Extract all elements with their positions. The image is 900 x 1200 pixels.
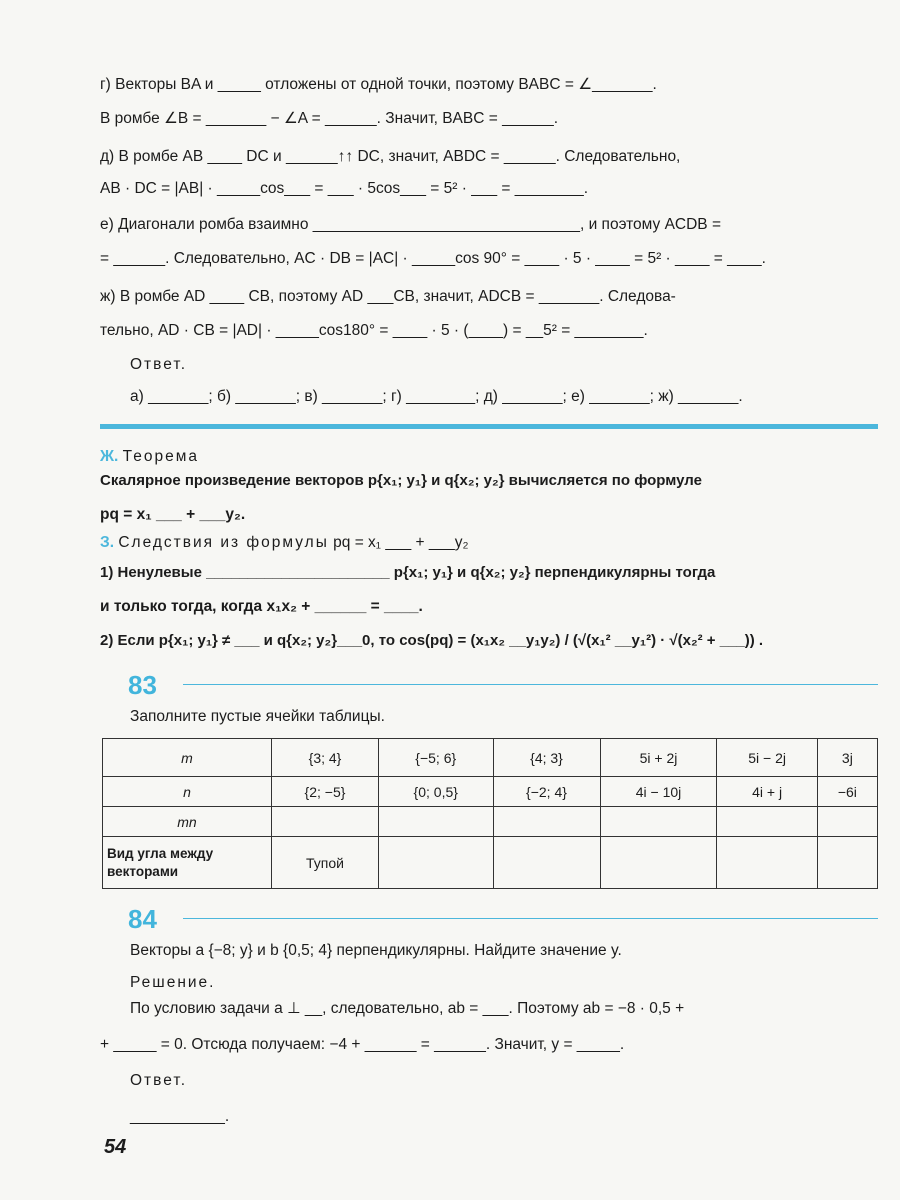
theorem-line1: Скалярное произведение векторов p{x₁; y₁} и q{x₂; y₂} вычисляется по формуле bbox=[100, 472, 702, 489]
table-cell bbox=[717, 837, 817, 889]
table-cell bbox=[817, 837, 877, 889]
table-cell: mn bbox=[103, 807, 272, 837]
task-83-rule bbox=[183, 684, 878, 685]
corollary-letter: З. bbox=[100, 534, 115, 551]
exercise-g-line2: В ромбе ∠B = _______ − ∠A = ______. Значит, BABC = ______. bbox=[100, 110, 559, 127]
answer-line: а) _______; б) _______; в) _______; г) ________; д) _______; е) _______; ж) _______. bbox=[130, 388, 743, 405]
table-cell: 5i − 2j bbox=[717, 739, 817, 777]
task-84-number: 84 bbox=[128, 904, 157, 934]
corollary-formula: pq = x₁ ___ + ___y₂ bbox=[333, 534, 469, 551]
table-cell: {−5; 6} bbox=[379, 739, 494, 777]
exercise-zh-line1: ж) В ромбе AD ____ CB, поэтому AD ___CB, значит, ADCB = _______. Следова- bbox=[100, 288, 676, 305]
table-row-n bbox=[103, 777, 878, 807]
task-84-rule bbox=[183, 918, 878, 919]
table-cell bbox=[600, 837, 717, 889]
exercise-e-line2: = ______. Следовательно, AC · DB = |AC| · _____cos 90° = ____ · 5 · ____ = 5² · ____ = ____. bbox=[100, 250, 766, 267]
table-cell bbox=[717, 807, 817, 837]
corollary-item1-line1: 1) Ненулевые ______________________ p{x₁; y₁} и q{x₂; y₂} перпендикулярны тогда bbox=[100, 564, 716, 581]
table-row-mn bbox=[103, 807, 878, 837]
corollary-item2: 2) Если p{x₁; y₁} ≠ ___ и q{x₂; y₂}___0, то cos(pq) = (x₁x₂ __y₁y₂) / (√(x₁² __y₁²) · √(x₂² + ___)) . bbox=[100, 632, 764, 649]
table-cell bbox=[493, 807, 600, 837]
table-cell: {3; 4} bbox=[272, 739, 379, 777]
table-cell bbox=[272, 807, 379, 837]
exercise-g-line1: г) Векторы BA и _____ отложены от одной точки, поэтому BABC = ∠_______. bbox=[100, 76, 657, 93]
solution-line1: По условию задачи a ⊥ __, следовательно, ab = ___. Поэтому ab = −8 · 0,5 + bbox=[130, 1000, 685, 1017]
answer-label: Ответ. bbox=[130, 356, 188, 373]
exercise-e-line1: е) Диагонали ромба взаимно _______________________________, и поэтому ACDB = bbox=[100, 216, 721, 233]
vector-table bbox=[102, 738, 878, 889]
table-row-m bbox=[103, 739, 878, 777]
theorem-line2: pq = x₁ ___ + ___y₂. bbox=[100, 506, 246, 523]
table-cell: {2; −5} bbox=[272, 777, 379, 807]
exercise-d-line2: AB · DC = |AB| · _____cos___ = ___ · 5cos___ = 5² · ___ = ________. bbox=[100, 180, 589, 197]
solution-line2: + _____ = 0. Отсюда получаем: −4 + ______ = ______. Значит, y = _____. bbox=[100, 1036, 625, 1053]
table-cell bbox=[600, 807, 717, 837]
table-cell: 4i + j bbox=[717, 777, 817, 807]
table-cell bbox=[817, 807, 877, 837]
corollary-heading bbox=[100, 532, 880, 554]
table-cell: n bbox=[103, 777, 272, 807]
task-83-prompt: Заполните пустые ячейки таблицы. bbox=[130, 708, 385, 725]
theorem-title: Теорема bbox=[122, 448, 199, 465]
theorem-letter: Ж. bbox=[100, 448, 119, 465]
table-cell: 4i − 10j bbox=[600, 777, 717, 807]
theorem-heading bbox=[100, 446, 880, 468]
task-84-header bbox=[128, 904, 878, 934]
table-cell: 5i + 2j bbox=[600, 739, 717, 777]
table-cell bbox=[493, 837, 600, 889]
page-number: 54 bbox=[104, 1136, 127, 1158]
table-cell: −6i bbox=[817, 777, 877, 807]
corollary-title: Следствия из формулы bbox=[118, 534, 329, 551]
task-83-number: 83 bbox=[128, 670, 157, 700]
task-84-prompt: Векторы a {−8; y} и b {0,5; 4} перпендикулярны. Найдите значение y. bbox=[130, 942, 622, 959]
table-cell: {0; 0,5} bbox=[379, 777, 494, 807]
corollary-item1-line2: и только тогда, когда x₁x₂ + ______ = ____. bbox=[100, 598, 423, 615]
table-cell: {−2; 4} bbox=[493, 777, 600, 807]
table-cell bbox=[379, 807, 494, 837]
table-cell: {4; 3} bbox=[493, 739, 600, 777]
solution-label: Решение. bbox=[130, 974, 216, 991]
table-cell: 3j bbox=[817, 739, 877, 777]
exercise-zh-line2: тельно, AD · CB = |AD| · _____cos180° = ____ · 5 · (____) = __5² = ________. bbox=[100, 322, 648, 339]
table-cell bbox=[379, 837, 494, 889]
table-cell: m bbox=[103, 739, 272, 777]
exercise-d-line1: д) В ромбе AB ____ DC и ______↑↑ DC, значит, ABDC = ______. Следовательно, bbox=[100, 148, 681, 165]
task-84-answer-blank: ___________. bbox=[130, 1108, 230, 1125]
table-row-angle bbox=[103, 837, 878, 889]
task-84-answer-label: Ответ. bbox=[130, 1072, 188, 1089]
table-cell: Тупой bbox=[272, 837, 379, 889]
table-cell: Вид угла между векторами bbox=[103, 837, 272, 889]
task-83-header bbox=[128, 670, 878, 700]
section-divider bbox=[100, 424, 878, 429]
